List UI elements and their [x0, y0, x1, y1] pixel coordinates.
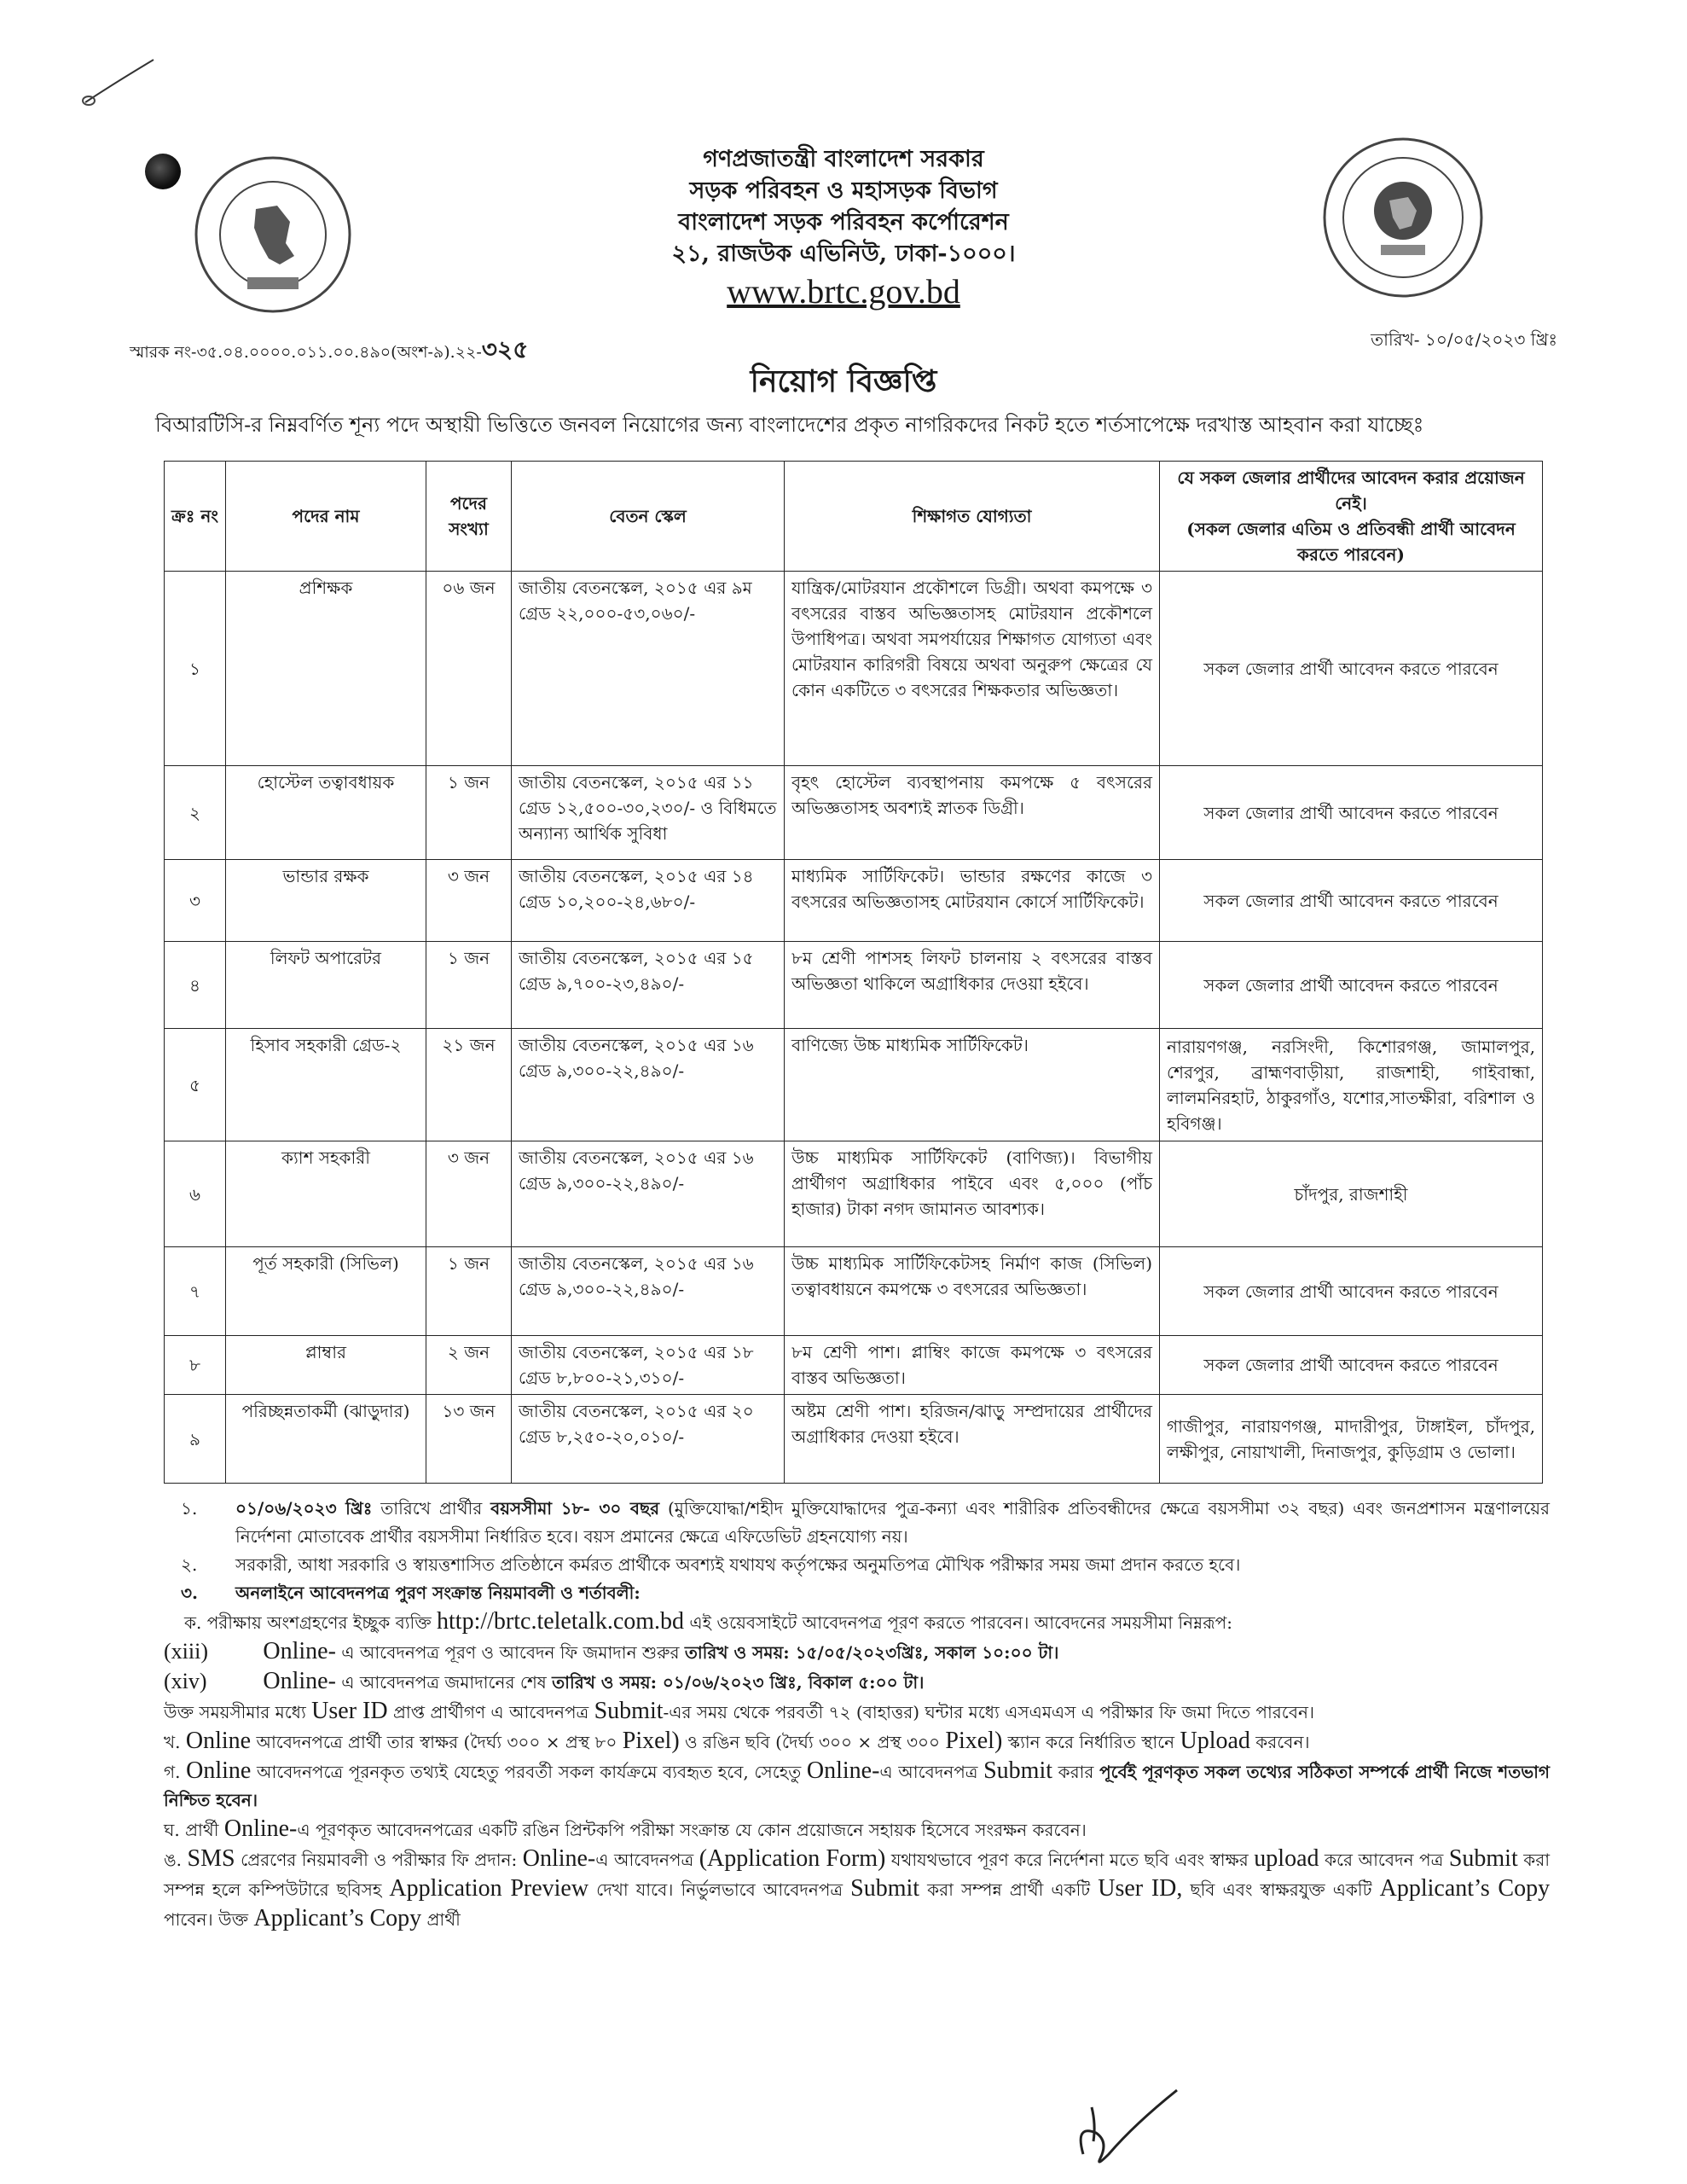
row-post: হিসাব সহকারী গ্রেড-২ [226, 1029, 426, 1141]
row-count: ১ জন [426, 1247, 512, 1336]
rule-text: Online- [522, 1845, 596, 1872]
rule-kha [164, 1727, 1550, 1757]
rule-text: এই ওয়েবসাইটে আবেদনপত্র পূরণ করতে পারবেন। আবেদনের সময়সীমা নিম্নরূপ: [689, 1612, 1232, 1633]
terms-section [164, 1495, 1550, 1934]
left-seal-text [196, 324, 197, 325]
rule-text: (Application Form) [699, 1845, 886, 1872]
rule-end-date [164, 1667, 1550, 1697]
col-header-district-note: (সকল জেলার এতিম ও প্রতিবন্ধী প্রার্থী আবেদন করতে পারবেন) [1186, 519, 1516, 565]
rule-text: Submit [1448, 1845, 1518, 1872]
rule-text: ক. পরীক্ষায় অংশগ্রহণের ইচ্ছুক ব্যক্তি [184, 1612, 432, 1633]
row-scale: জাতীয় বেতনস্কেল, ২০১৫ এর ১৪ গ্রেড ১০,২০০-২৪,৬৮০/- [512, 860, 785, 942]
header-line-3: বাংলাদেশ সড়ক পরিবহন কর্পোরেশন [678, 209, 1009, 235]
rule-text: ছবি এবং স্বাক্ষরযুক্ত একটি [1190, 1879, 1372, 1900]
rule-text: এ আবেদনপত্র পূরণ ও আবেদন ফি জমাদান শুরুর [341, 1642, 680, 1663]
table-row [165, 766, 1543, 860]
col-header-post: পদের নাম [226, 462, 426, 572]
header-line-4: ২১, রাজউক এভিনিউ, ঢাকা-১০০০। [671, 241, 1016, 267]
table-row [165, 1247, 1543, 1336]
row-district: গাজীপুর, নারায়ণগঞ্জ, মাদারীপুর, টাঙ্গাইল, চাঁদপুর, লক্ষীপুর, নোয়াখালী, দিনাজপুর, কুড়িগ্রাম ও ভোলা। [1160, 1395, 1543, 1484]
row-district: সকল জেলার প্রার্থী আবেদন করতে পারবেন [1160, 572, 1543, 766]
row-post: পরিচ্ছন্নতাকর্মী (ঝাড়ুদার) [226, 1395, 426, 1484]
row-post: লিফট অপারেটর [226, 942, 426, 1029]
pen-mark-icon [77, 51, 171, 119]
note-text: অনলাইনে আবেদনপত্র পুরণ সংক্রান্ত নিয়মাবলী ও শর্তাবলী: [235, 1583, 641, 1603]
row-scale: জাতীয় বেতনস্কেল, ২০১৫ এর ১৫ গ্রেড ৯,৭০০-২৩,৪৯০/- [512, 942, 785, 1029]
row-qualification: বাণিজ্যে উচ্চ মাধ্যমিক সার্টিফিকেট। [785, 1029, 1160, 1141]
rule-text: upload [1254, 1845, 1319, 1872]
row-scale: জাতীয় বেতনস্কেল, ২০১৫ এর ১৮ গ্রেড ৮,৮০০-২১,৩১০/- [512, 1336, 785, 1395]
vacancy-table [164, 461, 1543, 1484]
row-count: ১ জন [426, 942, 512, 1029]
right-seal-text [1330, 316, 1331, 317]
rule-text: এ পূরণকৃত আবেদনপত্রের একটি রঙিন প্রিন্টকপি পরীক্ষা সংক্রান্ত যে কোন প্রয়োজনে সহায়ক হিসেবে সংরক্ষন করবেন। [297, 1820, 1087, 1840]
rule-text: খ. [164, 1732, 181, 1752]
rule-text: গ. [164, 1762, 181, 1782]
row-qualification: উচ্চ মাধ্যমিক সার্টিফিকেট (বাণিজ্য)। বিভাগীয় প্রার্থীগণ অগ্রাধিকার পাইবে এবং ৫,০০০ (পাঁচ হাজার) টাকা নগদ জামানত আবশ্যক। [785, 1141, 1160, 1247]
row-district: সকল জেলার প্রার্থী আবেদন করতে পারবেন [1160, 1247, 1543, 1336]
row-district: সকল জেলার প্রার্থী আবেদন করতে পারবেন [1160, 1336, 1543, 1395]
row-district: সকল জেলার প্রার্থী আবেদন করতে পারবেন [1160, 860, 1543, 942]
row-district: নারায়ণগঞ্জ, নরসিংদী, কিশোরগঞ্জ, জামালপুর, শেরপুর, ব্রাহ্মণবাড়ীয়া, রাজশাহী, গাইবান্ধা, লালমনিরহাট, ঠাকুরগাঁও, যশোর,সাতক্ষীরা, বরিশাল ও হবিগঞ্জ। [1160, 1029, 1543, 1141]
rule-user-id [164, 1697, 1550, 1727]
row-post: ক্যাশ সহকারী [226, 1141, 426, 1247]
start-datetime: তারিখ ও সময়: ১৫/০৫/২০২৩খ্রিঃ, সকাল ১০:০০ টা। [684, 1642, 1059, 1663]
row-qualification: বৃহৎ হোস্টেল ব্যবস্থাপনায় কমপক্ষে ৫ বৎসরের অভিজ্ঞতাসহ অবশ্যই স্নাতক ডিগ্রী। [785, 766, 1160, 860]
row-sl: ৪ [165, 942, 226, 1029]
table-row [165, 1141, 1543, 1247]
row-qualification: ৮ম শ্রেণী পাশ। প্লাম্বিং কাজে কমপক্ষে ৩ বৎসরের বাস্তব অভিজ্ঞতা। [785, 1336, 1160, 1395]
rule-text: প্রার্থী [426, 1909, 461, 1930]
rule-gha [164, 1815, 1550, 1844]
col-header-scale: বেতন স্কেল [512, 462, 785, 572]
rule-text: Online- [263, 1638, 336, 1664]
row-count: ২ জন [426, 1336, 512, 1395]
signature-icon [1058, 2073, 1194, 2175]
row-count: ৩ জন [426, 1141, 512, 1247]
rule-text: Pixel) [622, 1728, 680, 1754]
row-scale: জাতীয় বেতনস্কেল, ২০১৫ এর ১৬ গ্রেড ৯,৩০০-২২,৪৯০/- [512, 1141, 785, 1247]
rule-text-bold: পূর্বেই পূরণকৃত সকল তথ্যের সঠিকতা সম্পর্কে প্রার্থী নিজে শতভাগ নিশ্চিত হবেন। [164, 1762, 1551, 1810]
row-sl: ৮ [165, 1336, 226, 1395]
page-title: নিয়োগ বিজ্ঞপ্তি [750, 363, 937, 399]
website-link[interactable]: www.brtc.gov.bd [727, 272, 960, 311]
row-count: ০৬ জন [426, 572, 512, 766]
rule-umo [164, 1844, 1550, 1934]
row-scale: জাতীয় বেতনস্কেল, ২০১৫ এর ৯ম গ্রেড ২২,০০০-৫৩,০৬০/- [512, 572, 785, 766]
rule-text: -এর সময় থেকে পরবর্তী ৭২ (বাহাত্তর) ঘন্টার মধ্যে এসএমএস এ পরীক্ষার ফি জমা দিতে পারবেন। [663, 1702, 1315, 1722]
row-sl: ৩ [165, 860, 226, 942]
note-online-rules-heading [164, 1579, 1550, 1607]
row-district: চাঁদপুর, রাজশাহী [1160, 1141, 1543, 1247]
note-govt-employee [164, 1551, 1550, 1579]
row-post: পূর্ত সহকারী (সিভিল) [226, 1247, 426, 1336]
rule-text: করার [1058, 1762, 1094, 1782]
row-scale: জাতীয় বেতনস্কেল, ২০১৫ এর ১১ গ্রেড ১২,৫০০-৩০,২৩০/- ও বিধিমতে অন্যান্য আর্থিক সুবিধা [512, 766, 785, 860]
row-scale: জাতীয় বেতনস্কেল, ২০১৫ এর ১৬ গ্রেড ৯,৩০০-২২,৪৯০/- [512, 1247, 785, 1336]
note-text: সরকারী, আধা সরকারি ও স্বায়ত্তশাসিত প্রতিষ্ঠানে কর্মরত প্রার্থীকে অবশ্যই যথাযথ কর্তৃপক্ষের অনুমতিপত্র মৌখিক পরীক্ষার সময় জমা প্রদান করতে হবে। [235, 1554, 1241, 1575]
rule-text: এ আবেদনপত্র [595, 1850, 694, 1870]
table-header-row [165, 462, 1543, 572]
table-row [165, 1336, 1543, 1395]
row-qualification: যান্ত্রিক/মোটরযান প্রকৌশলে ডিগ্রী। অথবা কমপক্ষে ৩ বৎসরের বাস্তব অভিজ্ঞতাসহ মোটরযান প্রকৌশলে উপাধিপত্র। অথবা সমপর্যায়ের শিক্ষাগত যোগ্যতা এবং মোটরযান কারিগরী বিষয়ে অথবা অনুরুপ ক্ষেত্রের যে কোন একটিতে ৩ বৎসরের শিক্ষকতার অভিজ্ঞতা। [785, 572, 1160, 766]
table-row [165, 860, 1543, 942]
rule-text: Online- [263, 1668, 336, 1694]
col-header-sl: ক্রঃ নং [165, 462, 226, 572]
row-qualification: অষ্টম শ্রেণী পাশ। হরিজন/ঝাড়ু সম্প্রদায়ের প্রার্থীদের অগ্রাধিকার দেওয়া হইবে। [785, 1395, 1160, 1484]
row-sl: ৯ [165, 1395, 226, 1484]
rule-text: Online [185, 1728, 252, 1754]
rule-ga [164, 1757, 1550, 1815]
col-header-count: পদের সংখ্যা [426, 462, 512, 572]
memo-ref-text: স্মারক নং-৩৫.০৪.০০০০.০১১.০০.৪৯০(অংশ-৯).২২- [130, 343, 482, 362]
rule-text: SMS [187, 1845, 235, 1872]
row-sl: ২ [165, 766, 226, 860]
row-post: প্রশিক্ষক [226, 572, 426, 766]
row-qualification: উচ্চ মাধ্যমিক সার্টিফিকেটসহ নির্মাণ কাজ (সিভিল) তত্বাবধায়নে কমপক্ষে ৩ বৎসরের অভিজ্ঞতা। [785, 1247, 1160, 1336]
rule-text: ঘ. প্রার্থী [164, 1820, 219, 1840]
row-post: ভান্ডার রক্ষক [226, 860, 426, 942]
rule-ka [164, 1607, 1550, 1637]
rule-text: উক্ত সময়সীমার মধ্যে [164, 1702, 306, 1722]
col-header-district-title: যে সকল জেলার প্রার্থীদের আবেদন করার প্রয়োজন নেই। [1177, 468, 1525, 514]
table-row [165, 1029, 1543, 1141]
rule-text: এ আবেদনপত্র জমাদানের শেষ [341, 1672, 547, 1693]
roman-number: (xiii) [164, 1639, 208, 1664]
rule-text: ঙ. [164, 1850, 183, 1870]
row-post: প্লাম্বার [226, 1336, 426, 1395]
rule-text: করবেন। [1255, 1732, 1310, 1752]
note-text: (মুক্তিযোদ্ধা/শহীদ মুক্তিযোদ্ধাদের পুত্র-কন্যা এবং শারীরিক প্রতিবন্ধীদের ক্ষেত্রে বয়সসীমা ৩২ বছর) এবং জনপ্রশাসন মন্ত্রণালয়ের নির্দেশনা মোতাবেক প্রার্থীর বয়সসীমা নির্ধারিত হবে। বয়স প্রমানের ক্ষেত্রে এফিডেভিট গ্রহনযোগ্য নয়। [235, 1498, 1551, 1547]
note-number: ১. [181, 1498, 198, 1519]
rule-text: Application Preview [389, 1875, 589, 1902]
header-line-1: গণপ্রজাতন্ত্রী বাংলাদেশ সরকার [703, 146, 984, 172]
rule-text: প্রাপ্ত প্রার্থীগণ এ আবেদনপত্র [392, 1702, 589, 1722]
intro-paragraph: বিআরটিসি-র নিম্নবর্ণিত শূন্য পদে অস্থায়ী ভিত্তিতে জনবল নিয়োগের জন্য বাংলাদেশের প্রকৃত নাগরিকদের নিকট হতে শর্তসাপেক্ষে দরখাস্ত আহবান করা যাচ্ছেঃ [155, 413, 1424, 437]
row-scale: জাতীয় বেতনস্কেল, ২০১৫ এর ২০ গ্রেড ৮,২৫০-২০,০১০/- [512, 1395, 785, 1484]
rule-text: করে আবেদন পত্র [1325, 1850, 1444, 1870]
row-qualification: মাধ্যমিক সার্টিফিকেট। ভান্ডার রক্ষণের কাজে ৩ বৎসরের অভিজ্ঞতাসহ মোটরযান কোর্সে সার্টিফিকেট। [785, 860, 1160, 942]
rule-text: আবেদনপত্রে পূরনকৃত তথ্যই যেহেতু পরবর্তী সকল কার্যক্রমে ব্যবহৃত হবে, সেহেতু [256, 1762, 802, 1782]
rule-text: Submit [850, 1875, 920, 1902]
end-datetime: তারিখ ও সময়: ০১/০৬/২০২৩ খ্রিঃ, বিকাল ৫:০০ টা। [552, 1672, 925, 1693]
rule-text: করা সম্পন্ন প্রার্থী একটি [927, 1879, 1091, 1900]
table-row [165, 572, 1543, 766]
row-count: ৩ জন [426, 860, 512, 942]
row-sl: ১ [165, 572, 226, 766]
rule-text: ও রঙিন ছবি (দৈর্ঘ্য ৩০০ × প্রস্থ ৩০০ [685, 1732, 941, 1752]
notice-date: তারিখ- ১০/০৫/২০২৩ খ্রিঃ [1371, 329, 1557, 350]
letterhead [0, 143, 1687, 312]
row-count: ২১ জন [426, 1029, 512, 1141]
rule-start-date [164, 1637, 1550, 1667]
rule-text: Pixel) [945, 1728, 1003, 1754]
table-row [165, 1395, 1543, 1484]
row-sl: ৭ [165, 1247, 226, 1336]
application-url-link[interactable]: http://brtc.teletalk.com.bd [437, 1608, 685, 1635]
row-qualification: ৮ম শ্রেণী পাশসহ লিফট চালনায় ২ বৎসরের বাস্তব অভিজ্ঞতা থাকিলে অগ্রাধিকার দেওয়া হইবে। [785, 942, 1160, 1029]
rule-text: যথাযথভাবে পূরণ করে নির্দেশনা মতে ছবি এবং স্বাক্ষর [890, 1850, 1249, 1870]
rule-text: Submit [594, 1698, 664, 1724]
rule-text: Online- [806, 1757, 880, 1784]
row-count: ১৩ জন [426, 1395, 512, 1484]
rule-text: Applicant’s Copy [1379, 1875, 1551, 1902]
rule-text: User ID, [1098, 1875, 1183, 1902]
rule-text: করা সম্পন্ন হলে কম্পিউটারে ছবিসহ [164, 1850, 1551, 1900]
row-post: হোস্টেল তত্বাবধায়ক [226, 766, 426, 860]
rule-text: দেখা যাবে। নির্ভুলভাবে আবেদনপত্র [596, 1879, 844, 1900]
rule-text: স্ক্যান করে নির্ধারিত স্থানে [1007, 1732, 1175, 1752]
roman-number: (xiv) [164, 1669, 207, 1693]
row-sl: ৫ [165, 1029, 226, 1141]
row-scale: জাতীয় বেতনস্কেল, ২০১৫ এর ১৬ গ্রেড ৯,৩০০-২২,৪৯০/- [512, 1029, 785, 1141]
col-header-qualification: শিক্ষাগত যোগ্যতা [785, 462, 1160, 572]
note-text: তারিখে প্রার্থীর [380, 1498, 483, 1519]
rule-text: পাবেন। উক্ত [164, 1909, 248, 1930]
rule-text: প্রেরণের নিয়মাবলী ও পরীক্ষার ফি প্রদান: [241, 1850, 518, 1870]
rule-text: Upload [1180, 1728, 1250, 1754]
note-number: ২. [181, 1554, 198, 1575]
col-header-district [1160, 462, 1543, 572]
row-sl: ৬ [165, 1141, 226, 1247]
memo-ref-handwritten: ৩২৫ [481, 335, 529, 363]
rule-text: Applicant’s Copy [253, 1905, 422, 1931]
rule-text: আবেদনপত্রে প্রার্থী তার স্বাক্ষর (দৈর্ঘ্য ৩০০ × প্রস্থ ৮০ [256, 1732, 617, 1752]
rule-text: এ আবেদনপত্র [879, 1762, 978, 1782]
table-row [165, 942, 1543, 1029]
rule-text: User ID [311, 1698, 388, 1724]
row-count: ১ জন [426, 766, 512, 860]
age-limit: বয়সসীমা ১৮- ৩০ বছর [490, 1498, 660, 1519]
cutoff-date: ০১/০৬/২০২৩ খ্রিঃ [235, 1498, 373, 1519]
rule-text: Online [186, 1757, 252, 1784]
rule-text: Submit [983, 1757, 1053, 1784]
row-district: সকল জেলার প্রার্থী আবেদন করতে পারবেন [1160, 942, 1543, 1029]
row-district: সকল জেলার প্রার্থী আবেদন করতে পারবেন [1160, 766, 1543, 860]
header-line-2: সড়ক পরিবহন ও মহাসড়ক বিভাগ [689, 177, 998, 204]
note-number: ৩. [181, 1583, 198, 1603]
note-age-limit [164, 1495, 1550, 1551]
rule-text: Online- [223, 1815, 298, 1842]
